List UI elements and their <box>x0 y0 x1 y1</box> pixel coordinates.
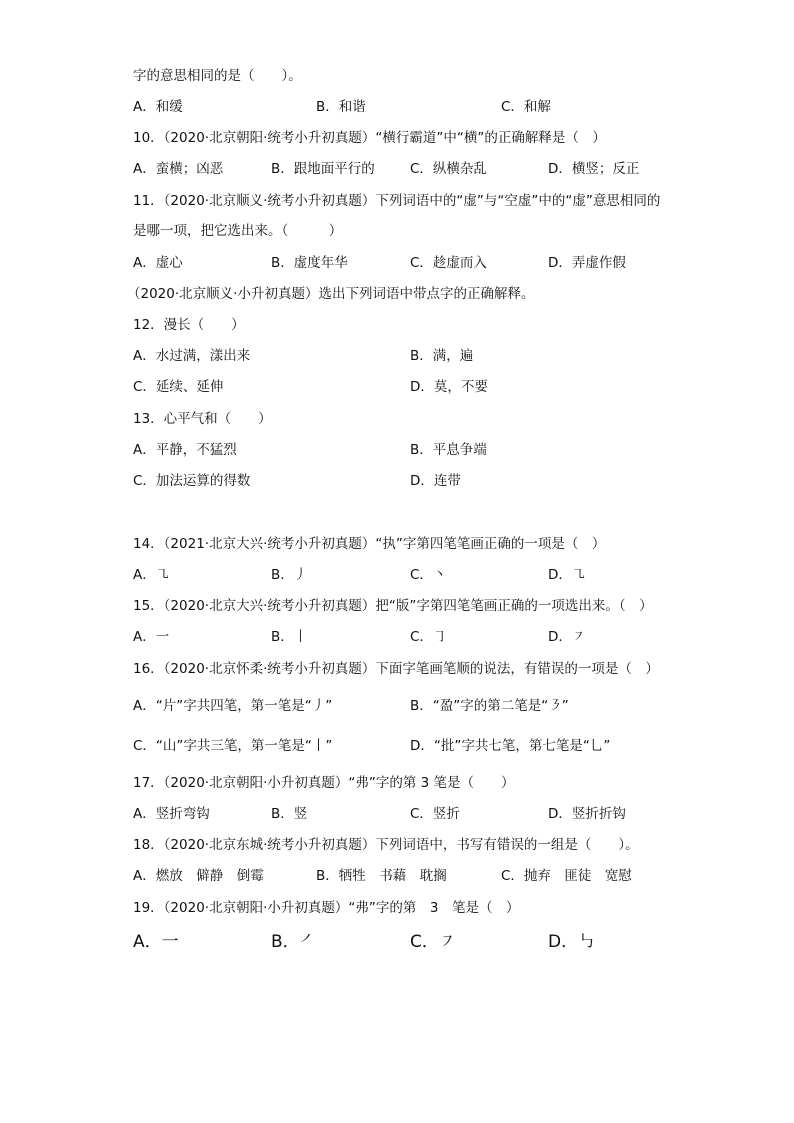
q13-options-row1 <box>133 440 693 460</box>
question-16: 16．（2020·北京怀柔·统考小升初真题）下面字笔画笔顺的说法，有错误的一项是（ ） <box>133 661 659 677</box>
option-b[interactable]: B．竖 <box>271 806 308 822</box>
option-c[interactable]: C．延续、延伸 <box>133 379 224 395</box>
option-c[interactable]: C．纵横杂乱 <box>410 161 487 177</box>
option-d[interactable]: D．㇈ <box>548 567 586 583</box>
q12-options-row1 <box>133 346 693 366</box>
option-b[interactable]: B．跟地面平行的 <box>271 161 375 177</box>
option-b[interactable]: B．丨 <box>271 629 308 645</box>
q12-options-row2 <box>133 377 693 397</box>
option-d[interactable]: D．弄虚作假 <box>548 255 626 271</box>
option-a[interactable]: A．一 <box>133 629 170 645</box>
option-b[interactable]: B．和谐 <box>316 99 366 115</box>
option-d[interactable]: D．莫，不要 <box>410 379 488 395</box>
q10-options <box>133 159 693 179</box>
question-18: 18．（2020·北京东城·统考小升初真题）下列词语中，书写有错误的一组是（ ）。 <box>133 837 639 853</box>
option-d[interactable]: D．㇇ <box>548 629 586 645</box>
option-c[interactable]: C．竖折 <box>410 806 460 822</box>
q11-options <box>133 253 693 273</box>
option-a[interactable]: A．水过满，漾出来 <box>133 348 251 364</box>
option-d[interactable]: D．连带 <box>410 473 461 489</box>
option-c[interactable]: C．抛弃 匪徒 宽慰 <box>501 868 632 884</box>
q13-options-row2 <box>133 471 693 491</box>
q14-options <box>133 565 693 585</box>
option-b[interactable]: B．“盈”字的第二笔是“㇋” <box>410 698 569 714</box>
option-b[interactable]: B．牺牲 书藉 耽搁 <box>316 868 447 884</box>
option-a[interactable]: A．一 <box>133 932 179 952</box>
option-b[interactable]: B．丿 <box>271 567 308 583</box>
option-c[interactable]: C．“山”字共三笔，第一笔是“丨” <box>133 738 333 754</box>
option-d[interactable]: D．竖折折钩 <box>548 806 626 822</box>
q15-options <box>133 627 693 647</box>
option-b[interactable]: B．平息争端 <box>410 442 487 458</box>
question-11: 11．（2020·北京顺义·统考小升初真题）下列词语中的“虚”与“空虚”中的“虚”意思相同的 <box>133 193 661 209</box>
option-b[interactable]: B．虚度年华 <box>271 255 348 271</box>
question-19: 19．（2020·北京朝阳·小升初真题）“弗”字的第 3 笔是（ ） <box>133 900 520 916</box>
option-d[interactable]: D．㇉ <box>548 932 596 952</box>
question-14: 14．（2021·北京大兴·统考小升初真题）“执”字第四笔笔画正确的一项是（ ） <box>133 536 606 552</box>
question-15: 15．（2020·北京大兴·统考小升初真题）把“版”字第四笔笔画正确的一项选出来。（ ） <box>133 598 653 614</box>
option-a[interactable]: A．虚心 <box>133 255 183 271</box>
option-c[interactable]: C．㇇ <box>410 932 456 952</box>
q17-options <box>133 804 693 824</box>
q16-options-row2 <box>133 736 693 756</box>
option-d[interactable]: D．横竖；反正 <box>548 161 640 177</box>
option-a[interactable]: A．㇈ <box>133 567 170 583</box>
question-17: 17．（2020·北京朝阳·小升初真题）“弗”字的第 3 笔是（ ） <box>133 775 515 791</box>
question-12: 12．漫长（ ） <box>133 317 245 333</box>
q18-options <box>133 866 693 886</box>
option-a[interactable]: A．平静，不猛烈 <box>133 442 237 458</box>
q19-options <box>133 932 693 952</box>
option-c[interactable]: C．㇆ <box>410 629 447 645</box>
q9-options <box>133 97 693 117</box>
intro-line: 字的意思相同的是（ ）。 <box>133 68 302 84</box>
option-b[interactable]: B．满，遍 <box>410 348 474 364</box>
option-a[interactable]: A．“片”字共四笔，第一笔是“丿” <box>133 698 333 714</box>
option-c[interactable]: C．趁虚而入 <box>410 255 487 271</box>
option-a[interactable]: A．燃放 僻静 倒霉 <box>133 868 264 884</box>
option-a[interactable]: A．竖折弯钩 <box>133 806 210 822</box>
q16-options-row1 <box>133 696 693 716</box>
option-c[interactable]: C．丶 <box>410 567 447 583</box>
option-c[interactable]: C．加法运算的得数 <box>133 473 251 489</box>
option-c[interactable]: C．和解 <box>501 99 551 115</box>
question-11-cont: 是哪一项，把它选出来。（ ） <box>133 223 343 239</box>
question-10: 10．（2020·北京朝阳·统考小升初真题）“横行霸道”中“横”的正确解释是（ ） <box>133 130 606 146</box>
option-d[interactable]: D．“批”字共七笔，第七笔是“乚” <box>410 738 611 754</box>
option-a[interactable]: A．和缓 <box>133 99 183 115</box>
question-13: 13．心平气和（ ） <box>133 411 272 427</box>
group-intro: （2020·北京顺义·小升初真题）选出下列词语中带点字的正确解释。 <box>127 286 535 302</box>
option-b[interactable]: B．㇒ <box>271 932 317 952</box>
option-a[interactable]: A．蛮横；凶恶 <box>133 161 224 177</box>
